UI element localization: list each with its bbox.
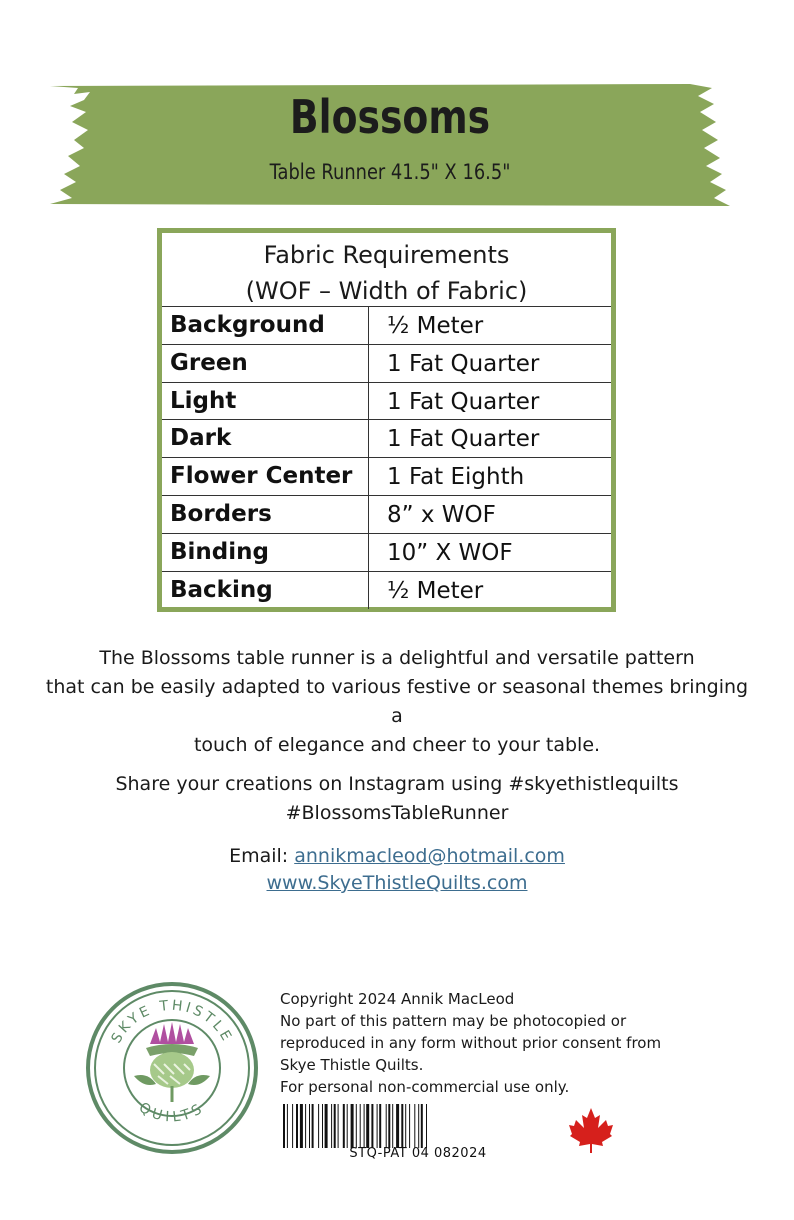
fabric-label: Light xyxy=(162,383,369,420)
pattern-subtitle: Table Runner 41.5" X 16.5" xyxy=(269,160,511,184)
barcode-bar xyxy=(386,1104,387,1148)
table-row xyxy=(162,420,611,458)
barcode-bar xyxy=(409,1104,410,1148)
copyright-line: reproduced in any form without prior consent from xyxy=(280,1034,662,1052)
logo-top-text: SKYE THISTLE xyxy=(108,997,236,1047)
fabric-label: Background xyxy=(162,307,369,344)
barcode-bar xyxy=(338,1104,339,1148)
barcode-bar xyxy=(305,1104,306,1148)
description-line: that can be easily adapted to various festive or seasonal themes bringing a xyxy=(45,676,749,727)
fabric-label: Flower Center xyxy=(162,458,369,495)
copyright-line: For personal non-commercial use only. xyxy=(280,1078,570,1096)
barcode-bar xyxy=(347,1104,348,1148)
barcode-bar xyxy=(377,1104,378,1148)
table-row xyxy=(162,458,611,496)
fabric-amount: ½ Meter xyxy=(387,577,484,604)
barcode-bar xyxy=(418,1104,419,1148)
barcode-bar xyxy=(379,1104,381,1148)
barcode-bar xyxy=(287,1104,288,1148)
barcode-bar xyxy=(356,1104,357,1148)
barcode xyxy=(283,1104,553,1148)
copyright-notice xyxy=(280,988,700,1098)
fabric-amount: 10” X WOF xyxy=(387,539,513,566)
barcode-bar xyxy=(364,1104,365,1148)
pattern-description xyxy=(40,644,754,760)
barcode-bar xyxy=(392,1104,393,1148)
barcode-bar xyxy=(283,1104,285,1148)
copyright-line: No part of this pattern may be photocopied or xyxy=(280,1012,627,1030)
fabric-label: Backing xyxy=(162,572,369,610)
barcode-number: STQ-PAT 04 082024 xyxy=(349,1146,487,1161)
pattern-title: Blossoms xyxy=(289,90,491,144)
website-link[interactable]: www.SkyeThistleQuilts.com xyxy=(266,872,528,894)
barcode-bar xyxy=(312,1104,314,1148)
share-line: Share your creations on Instagram using #skyethistlequilts xyxy=(115,773,679,795)
barcode-bar xyxy=(426,1104,427,1148)
table-row xyxy=(162,534,611,572)
barcode-bar xyxy=(309,1104,310,1148)
fabric-amount: 1 Fat Quarter xyxy=(387,388,540,415)
copyright-line: Copyright 2024 Annik MacLeod xyxy=(280,990,515,1008)
barcode-bar xyxy=(414,1104,415,1148)
thistle-icon xyxy=(134,1022,210,1102)
logo-bottom-text: QUILTS xyxy=(135,1099,209,1126)
barcode-bar xyxy=(360,1104,361,1148)
barcode-bar xyxy=(388,1104,390,1148)
fabric-label: Binding xyxy=(162,534,369,571)
barcode-bar xyxy=(292,1104,293,1148)
description-line: touch of elegance and cheer to your table. xyxy=(193,734,601,756)
email-link[interactable]: annikmacleod@hotmail.com xyxy=(294,845,565,867)
description-line: The Blossoms table runner is a delightful and versatile pattern xyxy=(99,647,695,669)
barcode-bar xyxy=(421,1104,423,1148)
contact-section xyxy=(40,843,754,897)
hashtag: #BlossomsTableRunner xyxy=(285,802,509,824)
fabric-amount: 1 Fat Quarter xyxy=(387,350,540,377)
barcode-bar xyxy=(405,1104,406,1148)
fabric-amount: ½ Meter xyxy=(387,313,484,339)
table-row xyxy=(162,572,611,610)
table-header xyxy=(162,233,611,307)
table-subheading: (WOF – Width of Fabric) xyxy=(245,277,528,305)
barcode-bar xyxy=(325,1104,328,1148)
fabric-label: Dark xyxy=(162,420,369,457)
table-heading: Fabric Requirements xyxy=(263,241,510,269)
table-row xyxy=(162,345,611,383)
barcode-bar xyxy=(334,1104,336,1148)
barcode-bar xyxy=(318,1104,319,1148)
maple-leaf-icon xyxy=(568,1106,614,1154)
fabric-amount: 1 Fat Eighth xyxy=(387,464,525,491)
barcode-bar xyxy=(351,1104,354,1148)
barcode-bar xyxy=(331,1104,332,1148)
fabric-amount: 8” x WOF xyxy=(387,501,496,528)
barcode-bar xyxy=(396,1104,399,1148)
fabric-amount: 1 Fat Quarter xyxy=(387,426,540,453)
copyright-line: Skye Thistle Quilts. xyxy=(280,1056,424,1074)
barcode-bar xyxy=(371,1104,373,1148)
table-row xyxy=(162,496,611,534)
table-row xyxy=(162,383,611,421)
share-section xyxy=(40,770,754,828)
table-row xyxy=(162,307,611,345)
barcode-bar xyxy=(343,1104,345,1148)
barcode-bar xyxy=(296,1104,298,1148)
barcode-bar xyxy=(366,1104,369,1148)
fabric-label: Green xyxy=(162,345,369,382)
email-label: Email: xyxy=(229,845,295,867)
fabric-requirements-table xyxy=(157,228,616,612)
skye-thistle-quilts-logo xyxy=(84,980,260,1156)
barcode-bar xyxy=(401,1104,403,1148)
fabric-label: Borders xyxy=(162,496,369,533)
barcode-bar xyxy=(322,1104,323,1148)
barcode-bar xyxy=(300,1104,303,1148)
